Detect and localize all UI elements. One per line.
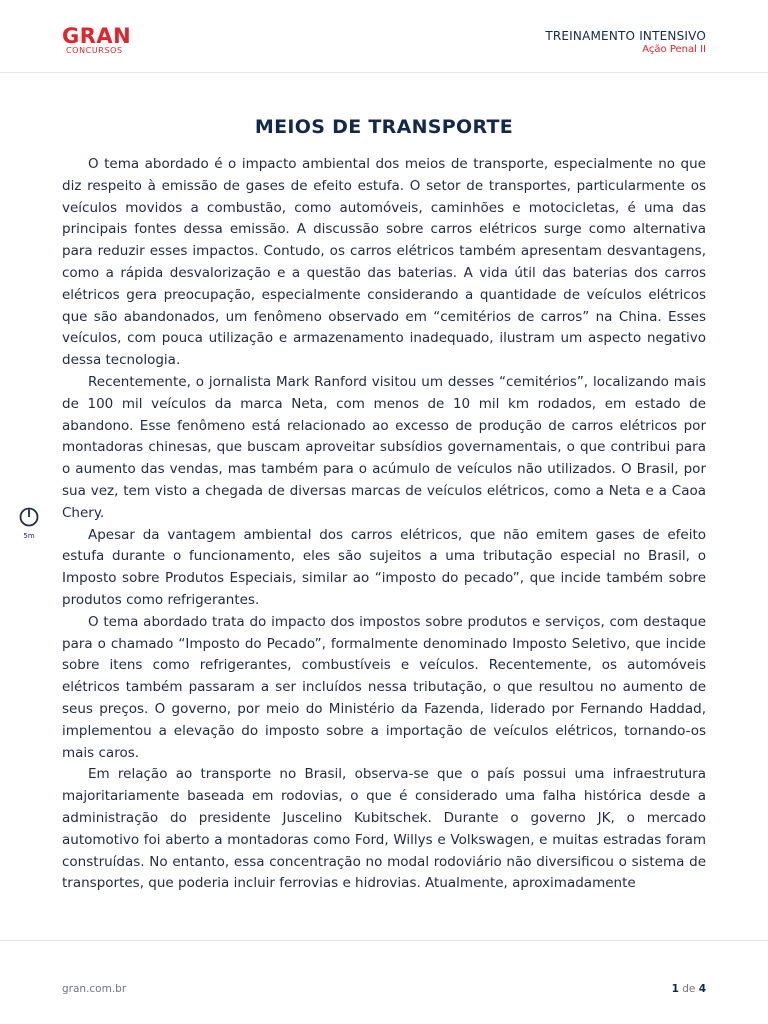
page-separator: de xyxy=(678,983,699,995)
page-current: 1 xyxy=(671,983,679,995)
logo-wordmark: GRAN xyxy=(62,24,132,48)
gran-logo[interactable] xyxy=(62,26,131,56)
timer-icon xyxy=(18,506,40,528)
footer-divider xyxy=(0,940,768,941)
logo-subtitle: CONCURSOS xyxy=(66,46,123,55)
paragraph: O tema abordado é o impacto ambiental dos meios de transporte, especialmente no que diz respeito à emissão de gases de efeito estufa. O setor de transportes, particularmente os veículos movidos a combustão, como automóveis, caminhões e motocicletas, é uma das principais fontes dessa emissão. A discussão sobre carros elétricos surge como alternativa para reduzir esses impactos. Contudo, os carros elétricos também apresentam desvantagens, como a rápida desvalorização e a questão das baterias. A vida útil das baterias dos carros elétricos gera preocupação, especialmente considerando a quantidade de veículos elétricos que são abandonados, um fenômeno observado em “cemitérios de carros” na China. Esses veículos, com pouca utilização e armazenamento inadequado, ilustram um aspecto negativo dessa tecnologia. xyxy=(62,156,706,369)
paragraph: Em relação ao transporte no Brasil, observa-se que o país possui uma infraestrutura majoritariamente baseada em rodovias, o que é considerado uma falha histórica desde a administração do presidente Juscelino Kubitschek. Durante o governo JK, o mercado automotivo foi aberto a montadoras como Ford, Willys e Volkswagen, e muitas estradas foram construídas. No entanto, essa concentração no modal rodoviário não diversificou o sistema de transportes, que poderia incluir ferrovias e hidrovias. Atualmente, aproximadamente xyxy=(62,766,706,892)
document-title: MEIOS DE TRANSPORTE xyxy=(254,116,514,138)
course-title: TREINAMENTO INTENSIVO xyxy=(545,29,706,43)
paragraph: Recentemente, o jornalista Mark Ranford visitou um desses “cemitérios”, localizando mais de 100 mil veículos da marca Neta, com menos de 10 mil km rodados, em estado de abandono. Esse fenômeno está relacionado ao excesso de produção de carros elétricos por montadoras chinesas, que buscam aproveitar subsídios governamentais, o que contribui para o aumento das vendas, mas também para o acúmulo de veículos não utilizados. O Brasil, por sua vez, tem visto a chegada de diversas marcas de veículos elétricos, como a Neta e a Caoa Chery. xyxy=(62,373,706,521)
course-info xyxy=(545,29,706,57)
paragraph: O tema abordado trata do impacto dos impostos sobre produtos e serviços, com destaque para o chamado “Imposto do Pecado”, formalmente denominado Imposto Seletivo, que incide sobre itens como refrigerantes, combustíveis e veículos. Recentemente, os automóveis elétricos também passaram a ser incluídos nessa tributação, o que resultou no aumento de seus preços. O governo, por meio do Ministério da Fazenda, liderado por Fernando Haddad, implementou a elevação do imposto sobre a importação de veículos elétricos, tornando-os mais caros. xyxy=(62,613,706,761)
course-subtitle: Ação Penal II xyxy=(642,44,706,55)
footer-site-link[interactable]: gran.com.br xyxy=(62,983,127,995)
document-body xyxy=(62,154,706,895)
paragraph: Apesar da vantagem ambiental dos carros elétricos, que não emitem gases de efeito estufa durante o funcionamento, eles são sujeitos a uma tributação especial no Brasil, o Imposto sobre Produtos Especiais, similar ao “imposto do pecado”, que incide também sobre produtos como refrigerantes. xyxy=(62,526,706,608)
timer-marker[interactable] xyxy=(18,506,40,541)
page-total: 4 xyxy=(698,983,706,995)
page-indicator xyxy=(672,983,706,995)
timer-label: 5m xyxy=(23,532,35,540)
page-header xyxy=(0,0,768,73)
